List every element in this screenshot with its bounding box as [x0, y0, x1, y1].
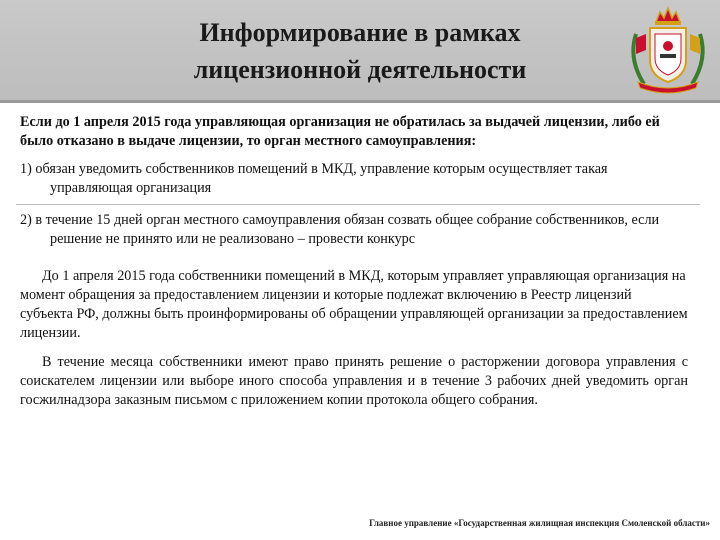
coat-of-arms-icon: [622, 4, 714, 96]
title-line-1: Информирование в рамках: [199, 18, 521, 47]
paragraph: До 1 апреля 2015 года собственники помещений в МКД, которым управляет управляющая организация на момент обращения за предоставлением лицензии и которые подлежат включению в Реестр лицензий субъекта РФ, должны быть проинформированы об обращении управляющей организации за предоставлением лицензии.: [20, 268, 688, 341]
title-line-2: лицензионной деятельности: [193, 55, 527, 84]
footer-text: Главное управление «Государственная жилищная инспекция Смоленской области»: [369, 518, 710, 528]
divider: [16, 204, 700, 205]
paragraph: В течение месяца собственники имеют право принять решение о расторжении договора управления с соискателем лицензии или выборе иного способа управления и в течение 3 рабочих дней уведомить орган госжилнадзора заказным письмом с приложением копии протокола общего собрания.: [20, 354, 688, 408]
slide-title: [110, 14, 610, 88]
list-item: 1) обязан уведомить собственников помещений в МКД, управление которым осуществляет такая управляющая организация: [20, 161, 608, 196]
lead-text: Если до 1 апреля 2015 года управляющая организация не обратилась за выдачей лицензии, либо ей было отказано в выдаче лицензии, то орган местного самоуправления:: [20, 114, 660, 149]
slide-header: [0, 0, 720, 103]
list-item: 2) в течение 15 дней орган местного самоуправления обязан созвать общее собрание собственников, если решение не принято или не реализовано – провести конкурс: [20, 212, 660, 247]
